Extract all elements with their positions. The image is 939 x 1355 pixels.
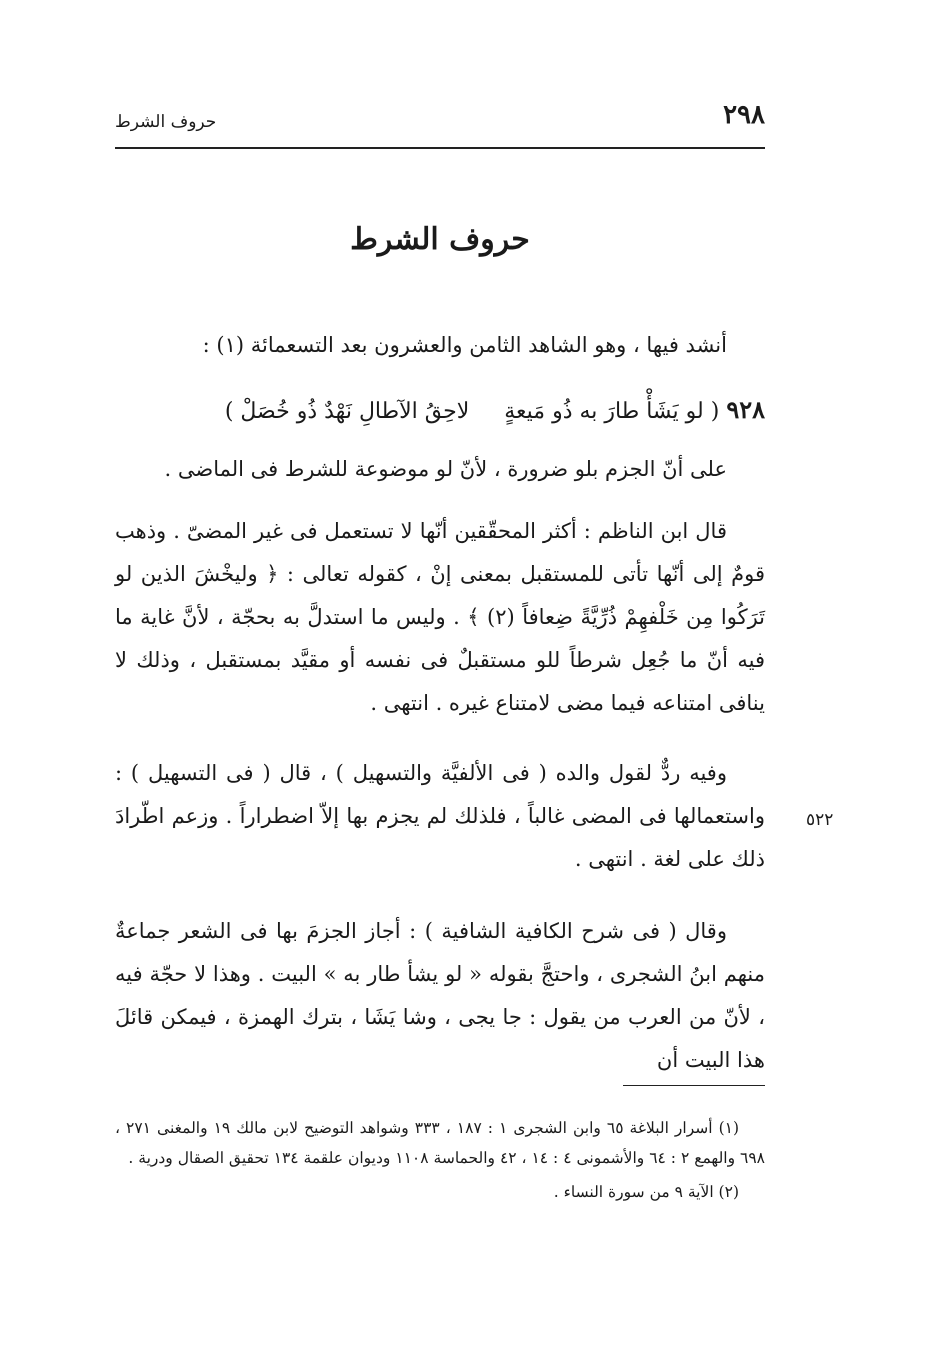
footnotes [115, 1113, 765, 1207]
page-header [115, 100, 765, 140]
refutation-paragraph [115, 752, 765, 881]
page-number: ٢٩٨ [723, 100, 765, 130]
commentary-text: على أنّ الجزم بلو ضرورة ، لأنّ لو موضوعة للشرط فى الماضى . [164, 457, 727, 481]
sharh-text: وقال ( فى شرح الكافية الشافية ) : أجاز الجزمَ بها فى الشعر جماعةٌ منهم ابنُ الشجرى ، واحتجَّ بقوله « لو يشأ طار به » البيت . وهذا لا حجّة فيه ، لأنّ من العرب من يقول : جا يجى ، وشا يَشَا ، بترك الهمزة ، فيمكن قائلَ هذا البيت أن [115, 919, 765, 1072]
footnote-1: (١) أسرار البلاغة ٦٥ وابن الشجرى ١ : ١٨٧ ، ٣٣٣ وشواهد التوضيح لابن مالك ١٩ والمغنى ٢٧١ ، ٦٩٨ والهمع ٢ : ٦٤ والأشمونى ٤ : ١٤ ، ٤٢ والحماسة ١١٠٨ وديوان علقمة ١٣٤ تحقيق الصقال ودرية . [115, 1119, 765, 1167]
ibn-nazim-paragraph [115, 510, 765, 725]
footnote-divider [623, 1085, 765, 1086]
intro-paragraph [115, 324, 765, 367]
verse-number: ٩٢٨ [726, 395, 765, 424]
commentary-paragraph [115, 448, 765, 491]
running-title: حروف الشرط [115, 112, 217, 132]
intro-text: أنشد فيها ، وهو الشاهد الثامن والعشرون بعد التسعمائة (١) : [202, 333, 727, 357]
footnote-2: (٢) الآية ٩ من سورة النساء . [553, 1183, 739, 1201]
margin-reference: ٥٢٢ [806, 810, 834, 830]
ibn-nazim-text: قال ابن الناظم : أكثر المحقّقين أنّها لا تستعمل فى غير المضىّ . وذهب قومٌ إلى أنّها تأتى للمستقبل بمعنى إنْ ، كقوله تعالى : ﴿ وليخْشَ الذين لو تَرَكُوا مِن خَلْفهِمْ ذُرِّيَّةً ضِعافاً (٢) ﴾ . وليس ما استدلَّ به بحجّة ، لأنَّ غاية ما فيه أنّ ما جُعِل شرطاً للو مستقبلٌ فى نفسه أو مقيَّد بمستقبل ، وذلك لا ينافى امتناعه فيما مضى لامتناع غيره . انتهى . [115, 519, 765, 715]
header-divider [115, 147, 765, 149]
verse-line [115, 388, 765, 433]
chapter-title: حروف الشرط [350, 222, 530, 257]
refutation-text: وفيه ردٌّ لقول والده ( فى الألفيَّة والتسهيل ) ، قال ( فى التسهيل ) : واستعمالها فى المضى غالباً ، فلذلك لم يجزم بها إلاّ اضطراراً . وزعم اطّرادَ ذلك على لغة . انتهى . [115, 761, 765, 871]
verse-text: ( لو يَشَأْ طارَ به ذُو مَيعةٍ لاحِقُ الآطالِ نَهْدٌ ذُو خُصَلْ ) [224, 399, 720, 424]
sharh-paragraph [115, 910, 765, 1082]
